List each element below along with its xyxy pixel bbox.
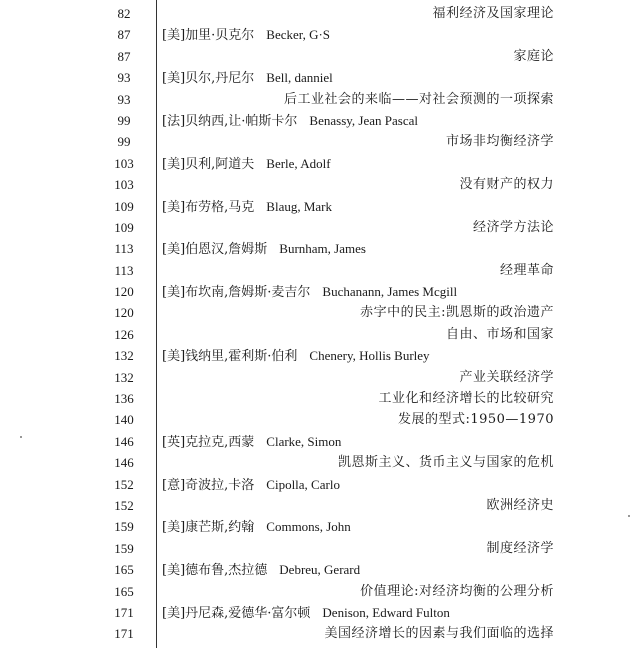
page-number: 132 (114, 369, 134, 385)
page-number: 146 (114, 455, 134, 471)
page-number: 113 (114, 241, 134, 257)
page-number: 159 (114, 540, 134, 556)
author-chinese-name: [法]贝纳西,让·帕斯卡尔 (162, 113, 298, 129)
title-row (0, 46, 644, 67)
title-row (0, 623, 644, 644)
scan-speck (20, 436, 22, 438)
author-row (0, 153, 644, 174)
page-number: 99 (117, 134, 131, 150)
book-title: 市场非均衡经济学 (445, 134, 554, 150)
page-number: 93 (117, 91, 131, 107)
page-number: 165 (114, 583, 134, 599)
title-row (0, 409, 644, 430)
author-latin-name: Becker, G·S (266, 27, 331, 43)
book-title: 家庭论 (513, 48, 554, 64)
author-row (0, 602, 644, 623)
author-row (0, 196, 644, 217)
book-title: 价值理论:对经济均衡的公理分析 (360, 583, 554, 599)
author-row (0, 431, 644, 452)
author-latin-name: Clarke, Simon (266, 433, 342, 449)
title-row (0, 3, 644, 24)
page-number: 140 (114, 412, 134, 428)
page-number: 132 (114, 348, 134, 364)
author-latin-name: Denison, Edward Fulton (322, 604, 450, 620)
page-number: 103 (114, 177, 134, 193)
page-number: 120 (114, 305, 134, 321)
author-name (162, 602, 450, 624)
page-number: 87 (117, 48, 131, 64)
page-number: 152 (114, 497, 134, 513)
page-number: 126 (114, 326, 134, 342)
author-chinese-name: [美]康芒斯,约翰 (162, 520, 255, 536)
title-row (0, 581, 644, 602)
author-name (162, 516, 351, 538)
author-row (0, 516, 644, 537)
author-chinese-name: [美]钱纳里,霍利斯·伯利 (162, 349, 298, 365)
author-name (162, 238, 366, 260)
page-number: 82 (117, 6, 131, 21)
author-name (162, 110, 418, 132)
title-row (0, 495, 644, 516)
book-title: 美国经济增长的因素与我们面临的选择 (324, 626, 554, 642)
author-name (162, 559, 360, 581)
index-list (0, 3, 644, 645)
title-row (0, 538, 644, 559)
author-latin-name: Berle, Adolf (266, 155, 331, 171)
author-name (162, 196, 332, 218)
title-row (0, 452, 644, 473)
page-number: 171 (114, 604, 134, 620)
title-row (0, 174, 644, 195)
page-number: 159 (114, 519, 134, 535)
author-chinese-name: [美]加里·贝克尔 (162, 28, 255, 44)
author-row (0, 67, 644, 88)
author-row (0, 474, 644, 495)
author-row (0, 281, 644, 302)
author-latin-name: Buchanann, James Mcgill (322, 284, 458, 300)
author-chinese-name: [英]克拉克,西蒙 (162, 434, 255, 450)
page-number: 120 (114, 284, 134, 300)
title-row (0, 388, 644, 409)
book-title: 没有财产的权力 (459, 177, 554, 193)
title-row (0, 217, 644, 238)
author-name (162, 431, 341, 453)
author-name (162, 281, 457, 303)
author-latin-name: Blaug, Mark (266, 198, 332, 214)
book-title: 工业化和经济增长的比较研究 (378, 391, 554, 407)
author-chinese-name: [美]贝尔,丹尼尔 (162, 71, 255, 87)
author-chinese-name: [美]伯恩汉,詹姆斯 (162, 242, 268, 258)
author-latin-name: Benassy, Jean Pascal (309, 112, 418, 128)
book-title: 自由、市场和国家 (445, 326, 554, 342)
book-title: 赤字中的民主:凯恩斯的政治遗产 (360, 305, 554, 321)
page-number: 136 (114, 391, 134, 407)
page-number: 87 (117, 27, 131, 43)
author-latin-name: Debreu, Gerard (279, 562, 361, 578)
book-title: 发展的型式:1950—1970 (397, 412, 554, 428)
page-number: 152 (114, 476, 134, 492)
author-name (162, 345, 430, 367)
author-row (0, 238, 644, 259)
author-name (162, 474, 340, 496)
book-title: 经济学方法论 (472, 219, 554, 235)
book-title: 制度经济学 (486, 540, 554, 556)
book-title: 产业关联经济学 (459, 369, 554, 385)
page-number: 113 (114, 262, 134, 278)
author-row (0, 559, 644, 580)
author-latin-name: Bell, danniel (266, 70, 333, 86)
book-title: 凯恩斯主义、货币主义与国家的危机 (337, 455, 554, 471)
page-number: 99 (117, 112, 131, 128)
book-title: 福利经济及国家理论 (432, 6, 554, 21)
title-row (0, 324, 644, 345)
title-row (0, 131, 644, 152)
author-chinese-name: [美]丹尼森,爱德华·富尔顿 (162, 605, 311, 621)
author-row (0, 345, 644, 366)
scan-speck (628, 515, 630, 517)
title-row (0, 260, 644, 281)
page-number: 103 (114, 155, 134, 171)
author-name (162, 153, 331, 175)
author-chinese-name: [意]奇波拉,卡洛 (162, 477, 255, 493)
book-title: 欧洲经济史 (486, 497, 554, 513)
author-row (0, 110, 644, 131)
page-number: 109 (114, 219, 134, 235)
page-number: 93 (117, 70, 131, 86)
author-chinese-name: [美]德布鲁,杰拉德 (162, 563, 268, 579)
author-name (162, 24, 330, 46)
author-latin-name: Commons, John (266, 519, 351, 535)
book-title: 经理革命 (499, 262, 554, 278)
author-latin-name: Burnham, James (279, 241, 366, 257)
page-number: 165 (114, 562, 134, 578)
book-title: 后工业社会的来临——对社会预测的一项探索 (283, 91, 554, 107)
author-chinese-name: [美]布劳格,马克 (162, 199, 255, 215)
title-row (0, 367, 644, 388)
page-number: 146 (114, 433, 134, 449)
author-name (162, 67, 333, 89)
title-row (0, 302, 644, 323)
author-latin-name: Cipolla, Carlo (266, 476, 340, 492)
author-chinese-name: [美]贝利,阿道夫 (162, 156, 255, 172)
author-chinese-name: [美]布坎南,詹姆斯·麦吉尔 (162, 285, 311, 301)
page-number: 109 (114, 198, 134, 214)
author-row (0, 24, 644, 45)
page-number: 171 (114, 626, 134, 642)
title-row (0, 89, 644, 110)
author-latin-name: Chenery, Hollis Burley (309, 348, 430, 364)
